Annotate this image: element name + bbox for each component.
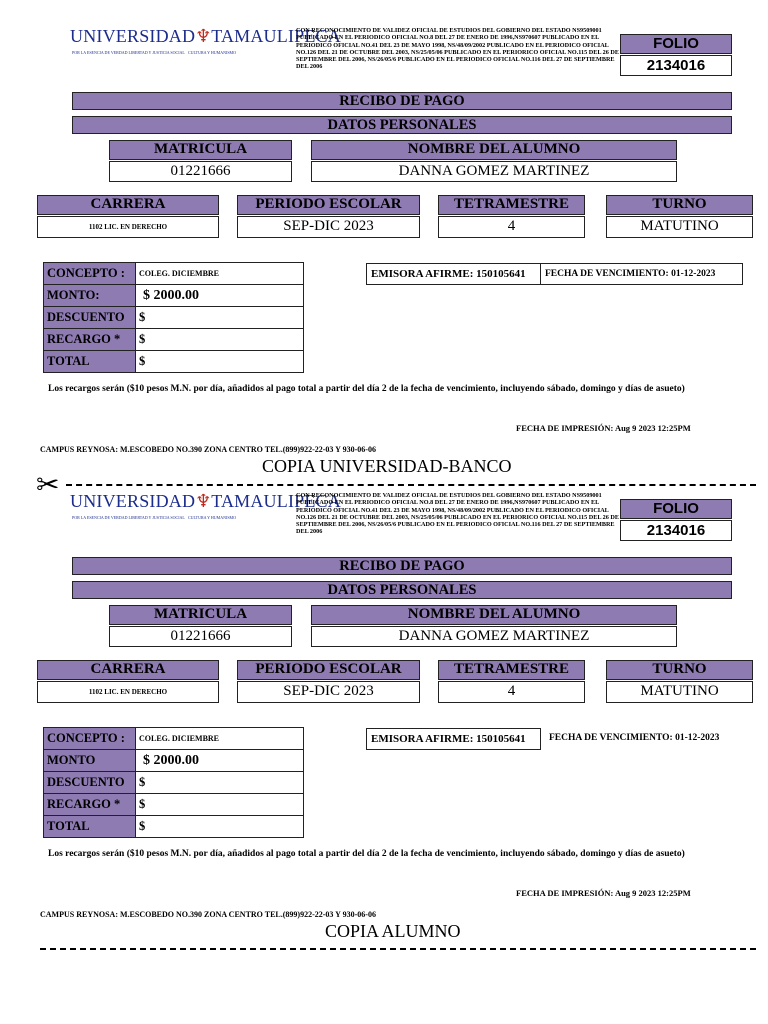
concepto-value: COLEG. DICIEMBRE — [136, 728, 304, 750]
total-label: TOTAL — [44, 816, 136, 838]
recargo-label: RECARGO * — [44, 794, 136, 816]
payment-table — [43, 262, 304, 373]
logo-motto-left: POR LA ESENCIA DE VERDAD LIBERTAD Y JUSTICIA SOCIAL — [72, 50, 185, 55]
tetramestre-label: TETRAMESTRE — [438, 195, 585, 215]
logo-motto-right: CULTURA Y HUMANISMO — [188, 515, 237, 520]
folio-value: 2134016 — [620, 520, 732, 541]
matricula-label: MATRICULA — [109, 605, 292, 625]
nombre-label: NOMBRE DEL ALUMNO — [311, 605, 677, 625]
matricula-value: 01221666 — [109, 161, 292, 182]
tetramestre-label: TETRAMESTRE — [438, 660, 585, 680]
table-row — [44, 263, 304, 285]
vencimiento-field: FECHA DE VENCIMIENTO: 01-12-2023 — [540, 263, 743, 285]
recargo-note: Los recargos serán ($10 pesos M.N. por día, añadidos al pago total a partir del día 2 de la fecha de vencimiento, incluyendo sábado, domingo y días de asueto) — [48, 849, 685, 859]
tetramestre-value: 4 — [438, 216, 585, 238]
table-row — [44, 794, 304, 816]
descuento-value: $ — [136, 772, 304, 794]
folio-value: 2134016 — [620, 55, 732, 76]
table-row — [44, 351, 304, 373]
turno-value: MATUTINO — [606, 216, 753, 238]
receipt-title: RECIBO DE PAGO — [72, 92, 732, 110]
logo-name-left: UNIVERSIDAD — [70, 26, 196, 46]
descuento-label: DESCUENTO — [44, 772, 136, 794]
copy-label: COPIA UNIVERSIDAD-BANCO — [262, 456, 512, 476]
campus-address: CAMPUS REYNOSA: M.ESCOBEDO NO.390 ZONA CENTRO TEL.(899)922-22-03 Y 930-06-06 — [40, 910, 376, 919]
recargo-value: $ — [136, 794, 304, 816]
periodo-value: SEP-DIC 2023 — [237, 216, 420, 238]
monto-value: $ 2000.00 — [136, 750, 304, 772]
logo-name-right: TAMAULIPECA — [211, 491, 341, 511]
logo-name-left: UNIVERSIDAD — [70, 491, 196, 511]
carrera-label: CARRERA — [37, 195, 219, 215]
section-title: DATOS PERSONALES — [72, 116, 732, 134]
monto-value: $ 2000.00 — [136, 285, 304, 307]
receipt-title: RECIBO DE PAGO — [72, 557, 732, 575]
turno-value: MATUTINO — [606, 681, 753, 703]
concepto-label: CONCEPTO : — [44, 263, 136, 285]
cut-line — [40, 948, 756, 950]
matricula-label: MATRICULA — [109, 140, 292, 160]
table-row — [44, 750, 304, 772]
logo-motto-left: POR LA ESENCIA DE VERDAD LIBERTAD Y JUSTICIA SOCIAL — [72, 515, 185, 520]
periodo-value: SEP-DIC 2023 — [237, 681, 420, 703]
turno-label: TURNO — [606, 660, 753, 680]
emisora-field: EMISORA AFIRME: 150105641 — [366, 728, 541, 750]
total-label: TOTAL — [44, 351, 136, 373]
monto-label: MONTO — [44, 750, 136, 772]
receipt-copy-student — [0, 465, 768, 941]
concepto-value: COLEG. DICIEMBRE — [136, 263, 304, 285]
tetramestre-value: 4 — [438, 681, 585, 703]
turno-label: TURNO — [606, 195, 753, 215]
recargo-label: RECARGO * — [44, 329, 136, 351]
descuento-label: DESCUENTO — [44, 307, 136, 329]
emisora-field: EMISORA AFIRME: 150105641 — [366, 263, 541, 285]
table-row — [44, 728, 304, 750]
concepto-label: CONCEPTO : — [44, 728, 136, 750]
table-row — [44, 285, 304, 307]
table-row — [44, 772, 304, 794]
vencimiento-field: FECHA DE VENCIMIENTO: 01-12-2023 — [545, 728, 753, 750]
torch-icon: ♆ — [195, 491, 212, 511]
folio-label: FOLIO — [620, 34, 732, 54]
periodo-label: PERIODO ESCOLAR — [237, 195, 420, 215]
carrera-label: CARRERA — [37, 660, 219, 680]
periodo-label: PERIODO ESCOLAR — [237, 660, 420, 680]
matricula-value: 01221666 — [109, 626, 292, 647]
table-row — [44, 329, 304, 351]
folio-label: FOLIO — [620, 499, 732, 519]
nombre-value: DANNA GOMEZ MARTINEZ — [311, 626, 677, 647]
receipt-copy-bank — [0, 0, 768, 476]
recargo-value: $ — [136, 329, 304, 351]
university-logo — [70, 488, 341, 528]
print-date: FECHA DE IMPRESIÓN: Aug 9 2023 12:25PM — [516, 423, 691, 433]
total-value: $ — [136, 351, 304, 373]
recargo-note: Los recargos serán ($10 pesos M.N. por día, añadidos al pago total a partir del día 2 de la fecha de vencimiento, incluyendo sábado, domingo y días de asueto) — [48, 384, 685, 394]
legal-text: CON RECONOCIMIENTO DE VALIDEZ OFICIAL DE ESTUDIOS DEL GOBIERNO DEL ESTADO NS9509001 PUBLICADO EN EL PERIODICO OFICIAL NO.8 DEL 27 DE ENERO DE 1996,NS970607 PUBLICADO EN EL PERIODICO OFICIAL NO.41 DEL 23 DE MAYO 1998, NS/48/09/2002 PUBLICADO EN EL PERIODICO OFICIAL NO.126 DEL 21 DE OCTUBRE DEL 2003, NS/25/05/06 PUBLICADO EN EL PERIORICO OFICIAL NO.115 DEL 26 DE SEPTIEMBRE DEL 2006, NS/26/05/6 PUBLICADO EN EL PERIODICO OFICIAL NO.116 DEL 27 DE SEPTIEMBRE DEL 2006 — [296, 27, 620, 71]
scissors-icon: ✂ — [36, 470, 60, 501]
torch-icon: ♆ — [195, 26, 212, 46]
nombre-label: NOMBRE DEL ALUMNO — [311, 140, 677, 160]
logo-motto-right: CULTURA Y HUMANISMO — [188, 50, 237, 55]
university-logo — [70, 23, 341, 63]
total-value: $ — [136, 816, 304, 838]
carrera-value: 1102 LIC. EN DERECHO — [37, 216, 219, 238]
payment-table — [43, 727, 304, 838]
print-date: FECHA DE IMPRESIÓN: Aug 9 2023 12:25PM — [516, 888, 691, 898]
table-row — [44, 816, 304, 838]
section-title: DATOS PERSONALES — [72, 581, 732, 599]
descuento-value: $ — [136, 307, 304, 329]
monto-label: MONTO: — [44, 285, 136, 307]
table-row — [44, 307, 304, 329]
campus-address: CAMPUS REYNOSA: M.ESCOBEDO NO.390 ZONA CENTRO TEL.(899)922-22-03 Y 930-06-06 — [40, 445, 376, 454]
nombre-value: DANNA GOMEZ MARTINEZ — [311, 161, 677, 182]
carrera-value: 1102 LIC. EN DERECHO — [37, 681, 219, 703]
copy-label: COPIA ALUMNO — [325, 921, 461, 941]
legal-text: CON RECONOCIMIENTO DE VALIDEZ OFICIAL DE ESTUDIOS DEL GOBIERNO DEL ESTADO NS9509001 PUBLICADO EN EL PERIODICO OFICIAL NO.8 DEL 27 DE ENERO DE 1996,NS970607 PUBLICADO EN EL PERIODICO OFICIAL NO.41 DEL 23 DE MAYO 1998, NS/48/09/2002 PUBLICADO EN EL PERIODICO OFICIAL NO.126 DEL 21 DE OCTUBRE DEL 2003, NS/25/05/06 PUBLICADO EN EL PERIORICO OFICIAL NO.115 DEL 26 DE SEPTIEMBRE DEL 2006, NS/26/05/6 PUBLICADO EN EL PERIODICO OFICIAL NO.116 DEL 27 DE SEPTIEMBRE DEL 2006 — [296, 492, 620, 536]
logo-name-right: TAMAULIPECA — [211, 26, 341, 46]
